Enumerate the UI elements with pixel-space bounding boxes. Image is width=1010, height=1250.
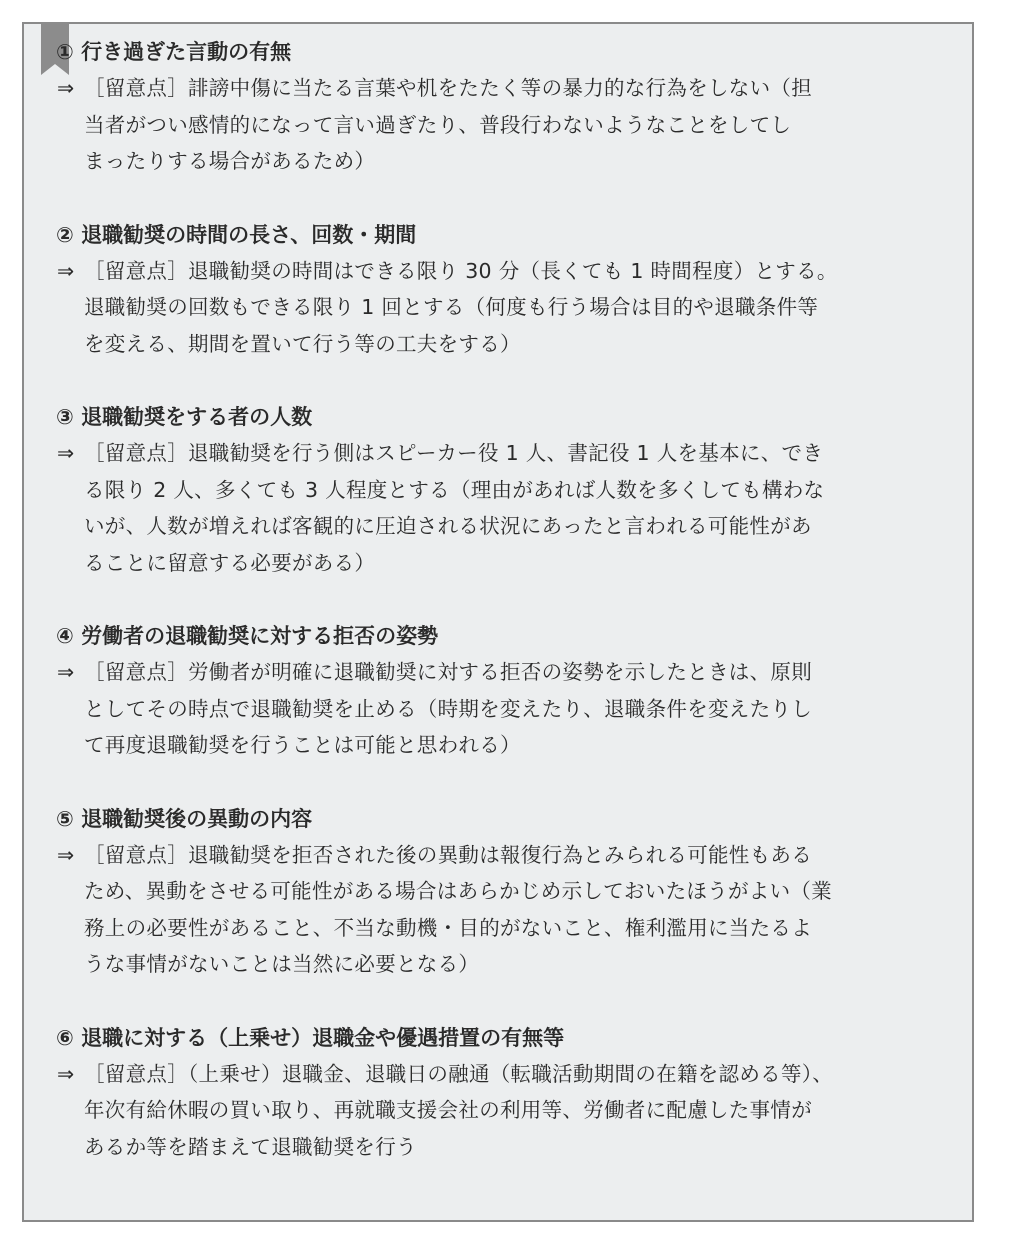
body-line: て再度退職勧奨を行うことは可能と思われる） <box>84 733 521 757</box>
item-heading: ⑥ 退職に対する（上乗せ）退職金や優遇措置の有無等 <box>56 1025 565 1050</box>
item-1 <box>0 34 1010 180</box>
body-line: 退職勧奨の回数もできる限り 1 回とする（何度も行う場合は目的や退職条件等 <box>84 295 819 319</box>
item-heading: ① 行き過ぎた言動の有無 <box>56 40 292 64</box>
item-body <box>0 654 1010 764</box>
body-line: ［留意点］労働者が明確に退職勧奨に対する拒否の姿勢を示したときは、原則 <box>84 660 812 684</box>
body-line: ［留意点］（上乗せ）退職金、退職日の融通（転職活動期間の在籍を認める等）、 <box>84 1061 834 1086</box>
body-line: ［留意点］退職勧奨を拒否された後の異動は報復行為とみられる可能性もある <box>84 842 812 867</box>
item-heading: ③ 退職勧奨をする者の人数 <box>56 405 313 429</box>
body-line: 年次有給休暇の買い取り、再就職支援会社の利用等、労働者に配慮した事情が <box>84 1098 812 1122</box>
item-2 <box>0 217 1010 363</box>
body-line: あるか等を踏まえて退職勧奨を行う <box>84 1134 417 1159</box>
body-line: る限り 2 人、多くても 3 人程度とする（理由があれば人数を多くしても構わな <box>84 477 825 502</box>
body-line: まったりする場合があるため） <box>84 149 376 173</box>
item-body <box>0 435 1010 581</box>
body-line: ることに留意する必要がある） <box>84 550 376 575</box>
item-4 <box>0 618 1010 764</box>
body-line: 務上の必要性があること、不当な動機・目的がないこと、権利濫用に当たるよ <box>84 915 812 940</box>
items-list <box>0 34 1010 1202</box>
body-line: いが、人数が増えれば客観的に圧迫される状況にあったと言われる可能性があ <box>84 514 812 538</box>
item-body <box>0 253 1010 363</box>
item-6 <box>0 1020 1010 1166</box>
arrow-icon: ⇒ <box>57 76 75 100</box>
body-line: ため、異動をさせる可能性がある場合はあらかじめ示しておいたほうがよい（業 <box>84 879 832 903</box>
body-line: ［留意点］誹謗中傷に当たる言葉や机をたたく等の暴力的な行為をしない（担 <box>84 76 812 100</box>
body-line: ［留意点］退職勧奨の時間はできる限り 30 分（長くても 1 時間程度）とする。 <box>84 258 838 283</box>
arrow-icon: ⇒ <box>57 258 75 283</box>
item-body <box>0 837 1010 983</box>
item-body <box>0 1056 1010 1166</box>
body-line: としてその時点で退職勧奨を止める（時期を変えたり、退職条件を変えたりし <box>84 696 812 721</box>
item-5 <box>0 801 1010 983</box>
item-heading: ② 退職勧奨の時間の長さ、回数・期間 <box>56 222 417 247</box>
arrow-icon: ⇒ <box>57 660 75 684</box>
item-heading: ⑤ 退職勧奨後の異動の内容 <box>56 806 313 831</box>
body-line: ［留意点］退職勧奨を行う側はスピーカー役 1 人、書記役 1 人を基本に、でき <box>84 441 824 465</box>
body-line: 当者がつい感情的になって言い過ぎたり、普段行わないようなことをしてし <box>84 112 792 137</box>
arrow-icon: ⇒ <box>57 441 75 465</box>
body-line: うな事情がないことは当然に必要となる） <box>84 952 480 976</box>
arrow-icon: ⇒ <box>57 1061 75 1086</box>
item-3 <box>0 399 1010 581</box>
item-heading: ④ 労働者の退職勧奨に対する拒否の姿勢 <box>56 624 439 648</box>
item-body <box>0 70 1010 180</box>
body-line: を変える、期間を置いて行う等の工夫をする） <box>84 331 521 356</box>
arrow-icon: ⇒ <box>57 842 75 867</box>
